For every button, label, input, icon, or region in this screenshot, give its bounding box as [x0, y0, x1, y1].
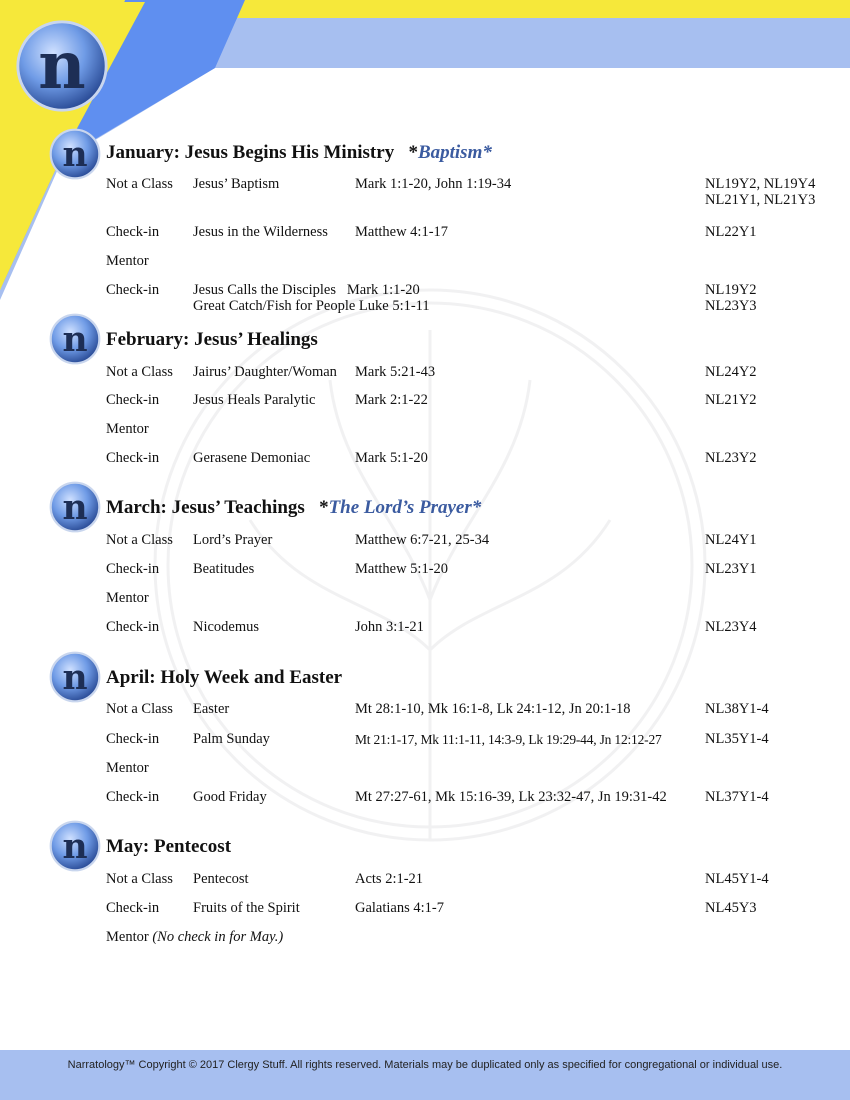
row-type: Mentor: [106, 760, 149, 776]
section-heading-april: [106, 667, 342, 689]
row-code: NL21Y2: [705, 392, 757, 408]
section-logo-icon: [48, 127, 102, 181]
row-code: NL45Y1-4: [705, 871, 769, 887]
row-code: NL23Y4: [705, 619, 757, 635]
row-scripture: John 3:1-21: [355, 619, 424, 635]
row-scripture: Mark 5:21-43: [355, 364, 436, 380]
svg-text:n: n: [38, 28, 86, 105]
row-type: Check-in: [106, 450, 160, 466]
row-lesson: Fruits of the Spirit: [193, 900, 300, 916]
section-heading-february: [106, 329, 318, 351]
row-type: Check-in: [106, 731, 160, 747]
row-lesson: Lord’s Prayer: [193, 532, 273, 548]
row-scripture: Matthew 5:1-20: [355, 561, 449, 577]
row-scripture: Galatians 4:1-7: [355, 900, 444, 916]
row-type: Check-in: [106, 619, 160, 635]
row-lesson: Easter: [193, 701, 230, 717]
row-scripture: Mt 27:27-61, Mk 15:16-39, Lk 23:32-47, Jn 19:31-42: [355, 789, 667, 805]
row-scripture: Mark 1:1-20, John 1:19-34: [355, 176, 512, 192]
row-code: NL45Y3: [705, 900, 757, 916]
row-note: (No check in for May.): [152, 929, 284, 945]
section-title: March: Jesus’ Teachings: [106, 497, 305, 518]
section-logo-icon: [48, 312, 102, 366]
row-code: NL24Y1: [705, 532, 757, 548]
row-type: Check-in: [106, 392, 160, 408]
row-code: NL22Y1: [705, 224, 757, 240]
section-title: February: Jesus’ Healings: [106, 329, 318, 350]
row-scripture: Mark 5:1-20: [355, 450, 428, 466]
row-type: Not a Class: [106, 701, 173, 717]
footer-bar: [0, 1050, 850, 1100]
row-lesson: Pentecost: [193, 871, 249, 887]
row-lesson: Palm Sunday: [193, 731, 270, 747]
row-lesson: Good Friday: [193, 789, 267, 805]
row-lesson: Nicodemus: [193, 619, 260, 635]
row-scripture: Matthew 4:1-17: [355, 224, 449, 240]
row-code: NL23Y1: [705, 561, 757, 577]
row-type: Mentor (No check in for May.): [106, 929, 284, 945]
row-lesson: Jesus in the Wilderness: [193, 224, 328, 240]
row-code: NL35Y1-4: [705, 731, 769, 747]
row-lesson: Jesus Calls the Disciples Mark 1:1-20 Great Catch/Fish for People Luke 5:1-11: [193, 282, 430, 314]
row-lesson: Jairus’ Daughter/Woman: [193, 364, 337, 380]
section-heading-may: [106, 836, 231, 858]
row-scripture: Mark 2:1-22: [355, 392, 428, 408]
section-theme: The Lord’s Prayer: [328, 497, 472, 518]
row-type: Check-in: [106, 561, 160, 577]
section-logo-icon: [48, 480, 102, 534]
svg-text:n: n: [62, 134, 88, 175]
svg-text:n: n: [62, 826, 88, 867]
row-code: NL19Y2, NL19Y4 NL21Y1, NL21Y3: [705, 176, 816, 208]
row-type: Mentor: [106, 421, 149, 437]
svg-text:n: n: [62, 657, 88, 698]
row-scripture: Acts 2:1-21: [355, 871, 424, 887]
row-type: Not a Class: [106, 176, 173, 192]
row-type: Not a Class: [106, 871, 173, 887]
section-heading-march: March: Jesus’ Teachings *The Lord’s Prayer*: [106, 497, 482, 518]
section-title: April: Holy Week and Easter: [106, 667, 343, 688]
section-theme: Baptism: [417, 142, 483, 163]
row-code: NL37Y1-4: [705, 789, 769, 805]
section-title: May: Pentecost: [106, 836, 232, 857]
row-type: Mentor: [106, 590, 149, 606]
row-code: NL23Y2: [705, 450, 757, 466]
row-type: Mentor: [106, 253, 149, 269]
section-heading-january: January: Jesus Begins His Ministry *Baptism*: [106, 142, 492, 163]
row-type: Check-in: [106, 789, 160, 805]
row-code: NL19Y2 NL23Y3: [705, 282, 757, 314]
svg-text:n: n: [62, 319, 88, 360]
row-lesson: Gerasene Demoniac: [193, 450, 311, 466]
narratology-logo-icon: [14, 18, 110, 114]
row-type: Check-in: [106, 282, 160, 298]
footer-copyright: Narratology™ Copyright © 2017 Clergy Stuff. All rights reserved. Materials may be duplicated only as specified for congregational or individual use.: [67, 1059, 783, 1071]
row-lesson: Jesus’ Baptism: [193, 176, 280, 192]
section-logo-icon: [48, 650, 102, 704]
row-code: NL38Y1-4: [705, 701, 769, 717]
section-title: January: Jesus Begins His Ministry: [106, 142, 395, 163]
row-scripture: Mt 21:1-17, Mk 11:1-11, 14:3-9, Lk 19:29-44, Jn 12:12-27: [355, 732, 662, 747]
row-code: NL24Y2: [705, 364, 757, 380]
svg-text:n: n: [62, 487, 88, 528]
row-type: Not a Class: [106, 532, 173, 548]
row-type: Not a Class: [106, 364, 173, 380]
row-lesson: Jesus Heals Paralytic: [193, 392, 316, 408]
section-logo-icon: [48, 819, 102, 873]
row-lesson: Beatitudes: [193, 561, 255, 577]
row-scripture: Mt 28:1-10, Mk 16:1-8, Lk 24:1-12, Jn 20:1-18: [355, 701, 631, 717]
row-type: Check-in: [106, 900, 160, 916]
row-type: Check-in: [106, 224, 160, 240]
row-scripture: Matthew 6:7-21, 25-34: [355, 532, 490, 548]
